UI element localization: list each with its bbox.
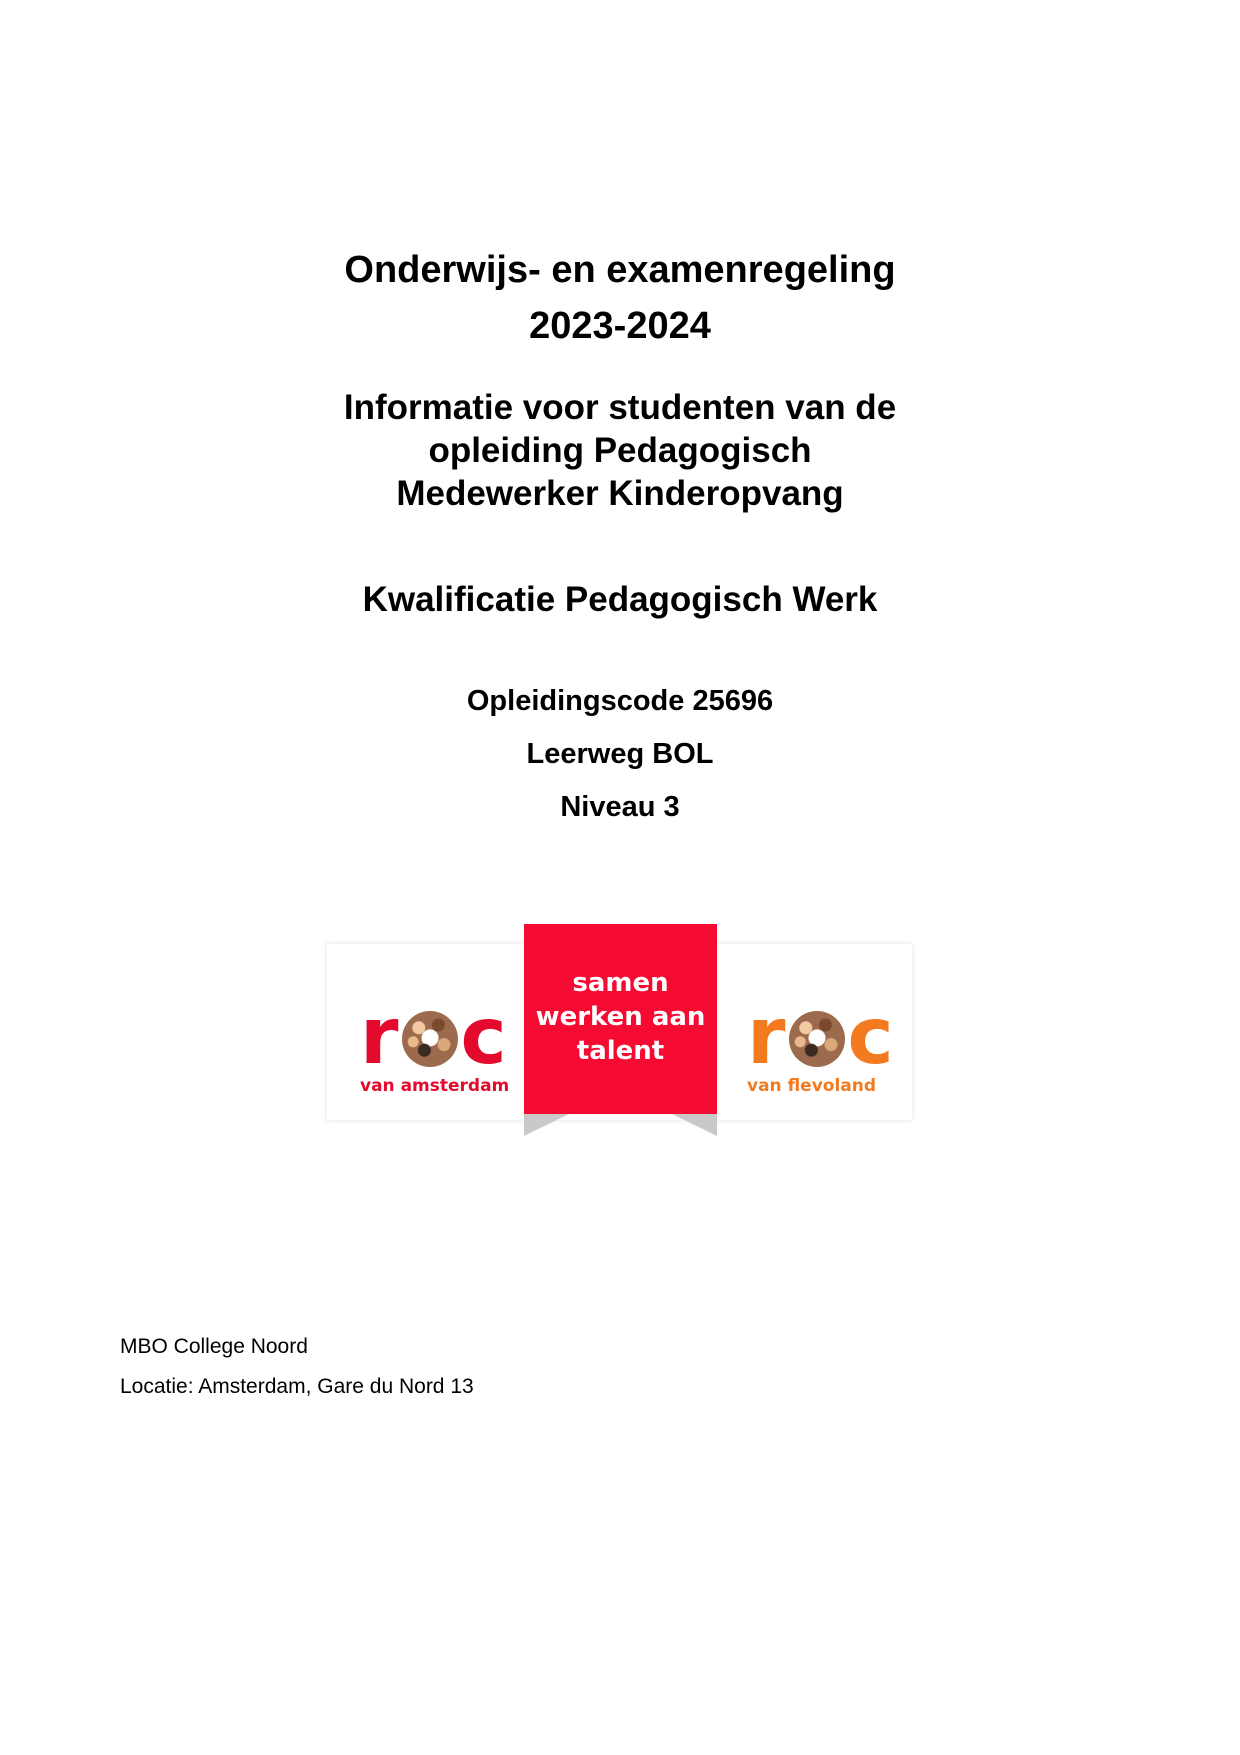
- document-subtitle: [0, 386, 1240, 515]
- people-circle-icon: [402, 1011, 458, 1067]
- level: Niveau 3: [560, 791, 680, 823]
- slogan-ribbon: [524, 924, 717, 1114]
- college-location: Locatie: Amsterdam, Gare du Nord 13: [120, 1375, 474, 1398]
- roc-flevoland-logo: [747, 992, 897, 1096]
- title-line-1: Onderwijs- en examenregeling: [344, 249, 896, 291]
- subtitle-line-3: Medewerker Kinderopvang: [396, 474, 844, 513]
- college-name: MBO College Noord: [120, 1335, 308, 1358]
- programme-details: [0, 680, 1240, 839]
- slogan-line-3: talent: [576, 1036, 665, 1066]
- ribbon-tail-right: [672, 1114, 717, 1136]
- programme-code: Opleidingscode 25696: [466, 685, 774, 717]
- people-circle-icon: [789, 1011, 845, 1067]
- roc-amsterdam-logo: [360, 992, 510, 1096]
- roc-amsterdam-subtitle: van amsterdam: [360, 1076, 510, 1096]
- slogan-text: [524, 966, 717, 1068]
- roc-logo: [327, 924, 912, 1140]
- roc-amsterdam-wordmark: r c: [360, 992, 509, 1082]
- ribbon-tail-left: [524, 1114, 569, 1136]
- roc-flevoland-subtitle: van flevoland: [747, 1076, 877, 1096]
- title-line-2: 2023-2024: [529, 305, 711, 347]
- slogan-line-2: werken aan: [535, 1002, 706, 1032]
- document-title: [0, 242, 1240, 354]
- subtitle-line-1: Informatie voor studenten van de: [343, 388, 897, 427]
- roc-flevoland-wordmark: r c: [747, 992, 896, 1082]
- slogan-line-1: samen: [572, 968, 669, 998]
- qualification-heading: Kwalificatie Pedagogisch Werk: [362, 580, 878, 619]
- subtitle-line-2: opleiding Pedagogisch: [428, 431, 812, 470]
- learning-route: Leerweg BOL: [526, 738, 714, 770]
